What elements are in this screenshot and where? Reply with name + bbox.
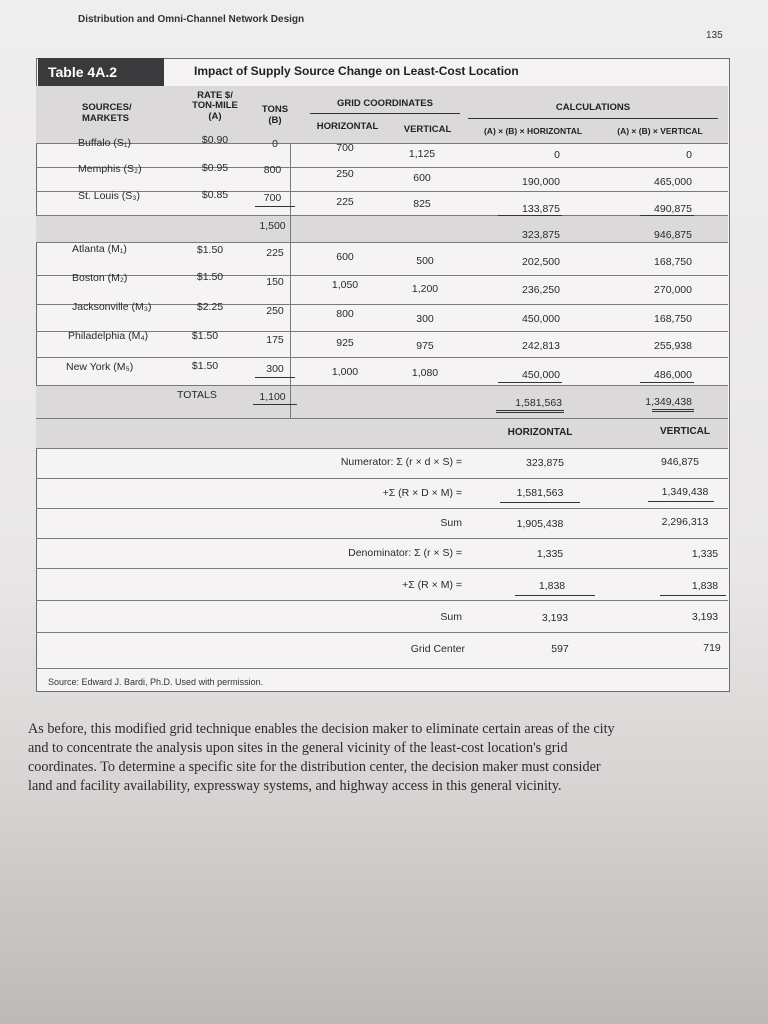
page-number: 135 (706, 30, 723, 41)
header-rate-unit: TON-MILE (192, 100, 238, 111)
header-markets: MARKETS (82, 113, 129, 124)
header-calculations: CALCULATIONS (555, 102, 631, 113)
running-head: Distribution and Omni-Channel Network Design (78, 14, 305, 25)
source-note: Source: Edward J. Bardi, Ph.D. Used with permission. (48, 677, 264, 687)
header-sources: SOURCES/ (82, 102, 132, 113)
header-grid: GRID COORDINATES (337, 98, 433, 109)
summary-header-horizontal: HORIZONTAL (507, 427, 573, 438)
book-page: Distribution and Omni-Channel Network Design 135 Table 4A.2 Impact of Supply Source Change on Least-Cost Location SOURCES/ MARKETS RATE $/ TON-MILE (A) TONS (B) GRID COORDINATES HORIZONTAL VERTICAL CALCULATIONS (A) × (B) × HORIZONTAL (A) × (B) × VERTICAL Buffalo (S₁) $0.90 0 700 1,125 0 0 Memphis (S₂) $0.95 800 250 600 190,000 465,000 St. Louis (S₃) $0.85 700 225 825 133,875 490,875 1,500 323,875 946,875 Atlanta (M₁) $1.50 225 600 500 202,500 168,750 Boston (M₂) $1.50 150 1,050 1,200 236,250 270,000 Jacksonville (M₃) $2.25 250 800 300 450,000 168,750 Philadelphia (M₄) $1.50 175 925 975 242,813 255,938 New York (M₅) $1.50 300 1,000 1,080 450,000 486,000 TOTALS 1,100 1,581,563 1,349,438 HORIZONTAL VERTICAL Numerator: Σ (r × d × S) = 323,875 946,875 +Σ (R × D × M) = 1,581,563 1,349,438 Sum 1,905,438 2,296,313 Denominator: Σ (r × S) = 1,335 1,335 +Σ (R × M) = 1,838 1,838 Sum 3,193 3,193 Grid Center 597 719 Source: Edward J. Bardi, Ph.D. Used with permission. As before, this modified grid technique enables the decision maker to eliminate certain areas of the city and to concentrate the analysis upon sites in the general vicinity of the least-cost location's grid coordinates. To determine a specific site for the distribution center, the decision maker must consider land and facility availability, expressway systems, and highway access in this general vicinity. (0, 0, 768, 1024)
header-calc-horizontal: (A) × (B) × HORIZONTAL (483, 126, 583, 136)
header-rate-a: (A) (208, 111, 222, 122)
summary-header-vertical: VERTICAL (660, 426, 710, 437)
header-calc-vertical: (A) × (B) × VERTICAL (617, 126, 703, 136)
header-vertical: VERTICAL (403, 124, 452, 135)
summary-header-band (36, 418, 728, 448)
body-paragraph: As before, this modified grid technique enables the decision maker to eliminate certain areas of the city and to concentrate the analysis upon sites in the general vicinity of the least-cost location's grid coordinates. To determine a specific site for the distribution center, the decision maker must consider land and facility availability, expressway systems, and highway access in this general vicinity. (28, 721, 615, 794)
header-tons-b: (B) (268, 115, 282, 126)
header-tons: TONS (261, 104, 289, 115)
header-rate: RATE $/ (197, 90, 233, 101)
table-title: Impact of Supply Source Change on Least-Cost Location (194, 64, 519, 78)
table-label: Table 4A.2 (38, 58, 164, 86)
header-horizontal: HORIZONTAL (316, 121, 379, 132)
